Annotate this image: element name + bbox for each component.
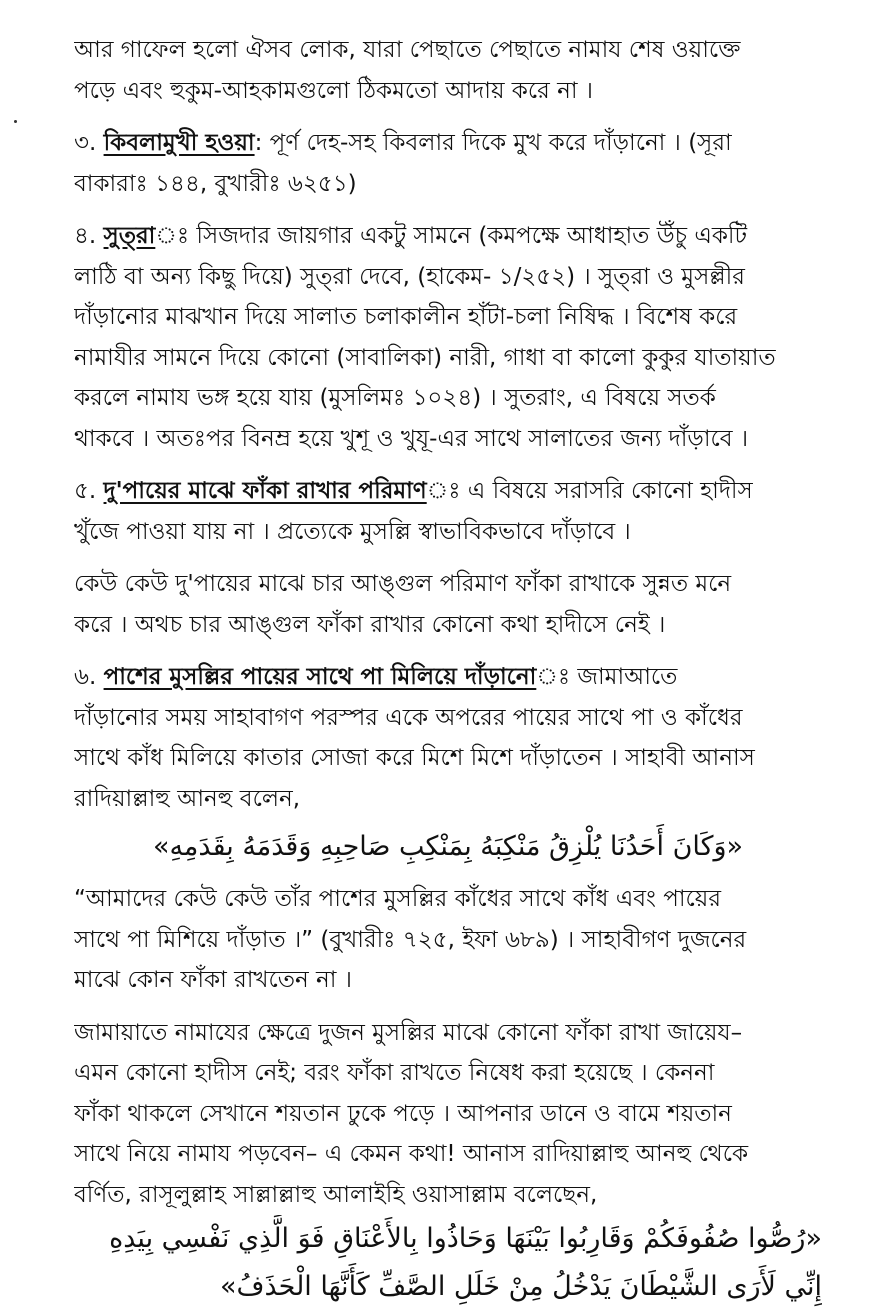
text-line: খুঁজে পাওয়া যায় না । প্রত্যেকে মুসল্লি স্বাভাবিকভাবে দাঁড়াবে । xyxy=(74,518,631,545)
section-3-qibla xyxy=(74,123,822,204)
section-4-sutra xyxy=(74,216,822,459)
text-line: ফাঁকা থাকলে সেখানে শয়তান ঢুকে পড়ে । আপনার ডানে ও বামে শয়তান xyxy=(74,1100,732,1127)
text-line: : পূর্ণ দেহ-সহ কিবলার দিকে মুখ করে দাঁড়ানো । (সূরা xyxy=(254,130,732,156)
paragraph-four-fingers xyxy=(74,564,822,645)
text-line: ঃ জামাআতে xyxy=(536,664,678,690)
text-line: বর্ণিত, রাসূলুল্লাহ সাল্লাল্লাহু আলাইহি ওয়াসাল্লাম বলেছেন, xyxy=(74,1181,598,1208)
section-heading: কিবলামুখী হওয়া xyxy=(103,130,255,156)
text-line: রাদিয়াল্লাহু আনহু বলেন, xyxy=(74,785,301,812)
arabic-hadith-anas: «وَكَانَ أَحَدُنَا يُلْزِقُ مَنْكِبَهُ بِمَنْكِبِ صَاحِبِهِ وَقَدَمَهُ بِقَدَمِهِ» xyxy=(152,831,744,862)
paragraph-translation xyxy=(74,879,822,1001)
text-line: দাঁড়ানোর সময় সাহাবাগণ পরস্পর একে অপরের পায়ের সাথে পা ও কাঁধের xyxy=(74,704,743,731)
arabic-hadith-rows-line-1: «رُصُّوا صُفُوفَكُمْ وَقَارِبُوا بَيْنَهَا وَحَاذُوا بِالأَعْنَاقِ فَوَ الَّذِي نَفْسِي بِيَدِهِ xyxy=(109,1223,822,1254)
section-6-first-line xyxy=(74,657,822,698)
text-line: এমন কোনো হাদীস নেই; বরং ফাঁকা রাখতে নিষেধ করা হয়েছে । কেননা xyxy=(74,1060,715,1086)
paragraph-negligent xyxy=(74,30,822,111)
text-line: কেউ কেউ দু'পায়ের মাঝে চার আঙ্গুল পরিমাণ ফাঁকা রাখাকে সুন্নত মনে xyxy=(74,571,732,597)
text-line: নামাযীর সামনে দিয়ে কোনো (সাবালিকা) নারী, গাধা বা কালো কুকুর যাতায়াত xyxy=(74,344,776,371)
scan-dot xyxy=(14,120,17,123)
section-4-first-line xyxy=(74,216,822,257)
section-3-first-line xyxy=(74,123,822,164)
text-line: লাঠি বা অন্য কিছু দিয়ে) সুত্‌রা দেবে, (হাকেম- ১/২৫২) । সুত্‌রা ও মুসল্লীর xyxy=(74,263,745,290)
section-number: ৪. xyxy=(74,223,104,249)
text-line: ঃ সিজদার জায়গার একটু সামনে (কমপক্ষে আধাহাত উঁচু একটি xyxy=(155,223,748,249)
section-5-feet-gap xyxy=(74,471,822,552)
text-line: পড়ে এবং হুকুম-আহকামগুলো ঠিকমতো আদায় করে না । xyxy=(74,77,594,104)
text-line: জামায়াতে নামাযের ক্ষেত্রে দুজন মুসল্লির মাঝে কোনো ফাঁকা রাখা জায়েয– xyxy=(74,1019,743,1046)
section-6-foot-to-foot xyxy=(74,657,822,819)
text-line: দাঁড়ানোর মাঝখান দিয়ে সালাত চলাকালীন হাঁটা-চলা নিষিদ্ধ । বিশেষ করে xyxy=(74,304,738,330)
text-line: করলে নামায ভঙ্গ হয়ে যায় (মুসলিমঃ ১০২৪) । সুতরাং, এ বিষয়ে সতর্ক xyxy=(74,385,716,411)
section-number: ৫. xyxy=(74,478,104,504)
text-line: মাঝে কোন ফাঁকা রাখতেন না । xyxy=(74,967,352,993)
text-line: “আমাদের কেউ কেউ তাঁর পাশের মুসল্লির কাঁধের সাথে কাঁধ এবং পায়ের xyxy=(74,886,721,912)
text-line: থাকবে । অতঃপর বিনম্র হয়ে খুশূ ও খুযূ-এর সাথে সালাতের জন্য দাঁড়াবে । xyxy=(74,425,749,452)
paragraph-no-gap xyxy=(74,1013,822,1216)
section-number: ৩. xyxy=(74,130,104,156)
text-line: আর গাফেল হলো ঐসব লোক, যারা পেছাতে পেছাতে নামায শেষ ওয়াক্তে xyxy=(74,37,741,63)
text-line: করে । অথচ চার আঙ্গুল ফাঁকা রাখার কোনো কথা হাদীসে নেই । xyxy=(74,611,666,638)
section-heading: সুত্‌রা xyxy=(103,223,156,249)
text-line: ঃ এ বিষয়ে সরাসরি কোনো হাদীস xyxy=(426,478,753,504)
section-heading: দু'পায়ের মাঝে ফাঁকা রাখার পরিমাণ xyxy=(103,478,427,504)
arabic-hadith-rows-line-2: إِنِّي لَأَرَى الشَّيْطَانَ يَدْخُلُ مِنْ خَلَلِ الصَّفِّ كَأَنَّهَا الْحَذَفُ» xyxy=(219,1271,822,1302)
section-number: ৬. xyxy=(74,664,104,690)
text-line: সাথে নিয়ে নামায পড়বেন– এ কেমন কথা! আনাস রাদিয়াল্লাহু আনহু থেকে xyxy=(74,1141,749,1167)
section-heading: পাশের মুসল্লির পায়ের সাথে পা মিলিয়ে দাঁড়ানো xyxy=(103,664,537,690)
text-line: বাকারাঃ ১৪৪, বুখারীঃ ৬২৫১) xyxy=(74,170,357,197)
section-5-first-line xyxy=(74,471,822,512)
text-line: সাথে পা মিশিয়ে দাঁড়াত ।” (বুখারীঃ ৭২৫, ইফা ৬৮৯) । সাহাবীগণ দুজনের xyxy=(74,926,747,953)
text-line: সাথে কাঁধ মিলিয়ে কাতার সোজা করে মিশে মিশে দাঁড়াতেন । সাহাবী আনাস xyxy=(74,745,755,771)
